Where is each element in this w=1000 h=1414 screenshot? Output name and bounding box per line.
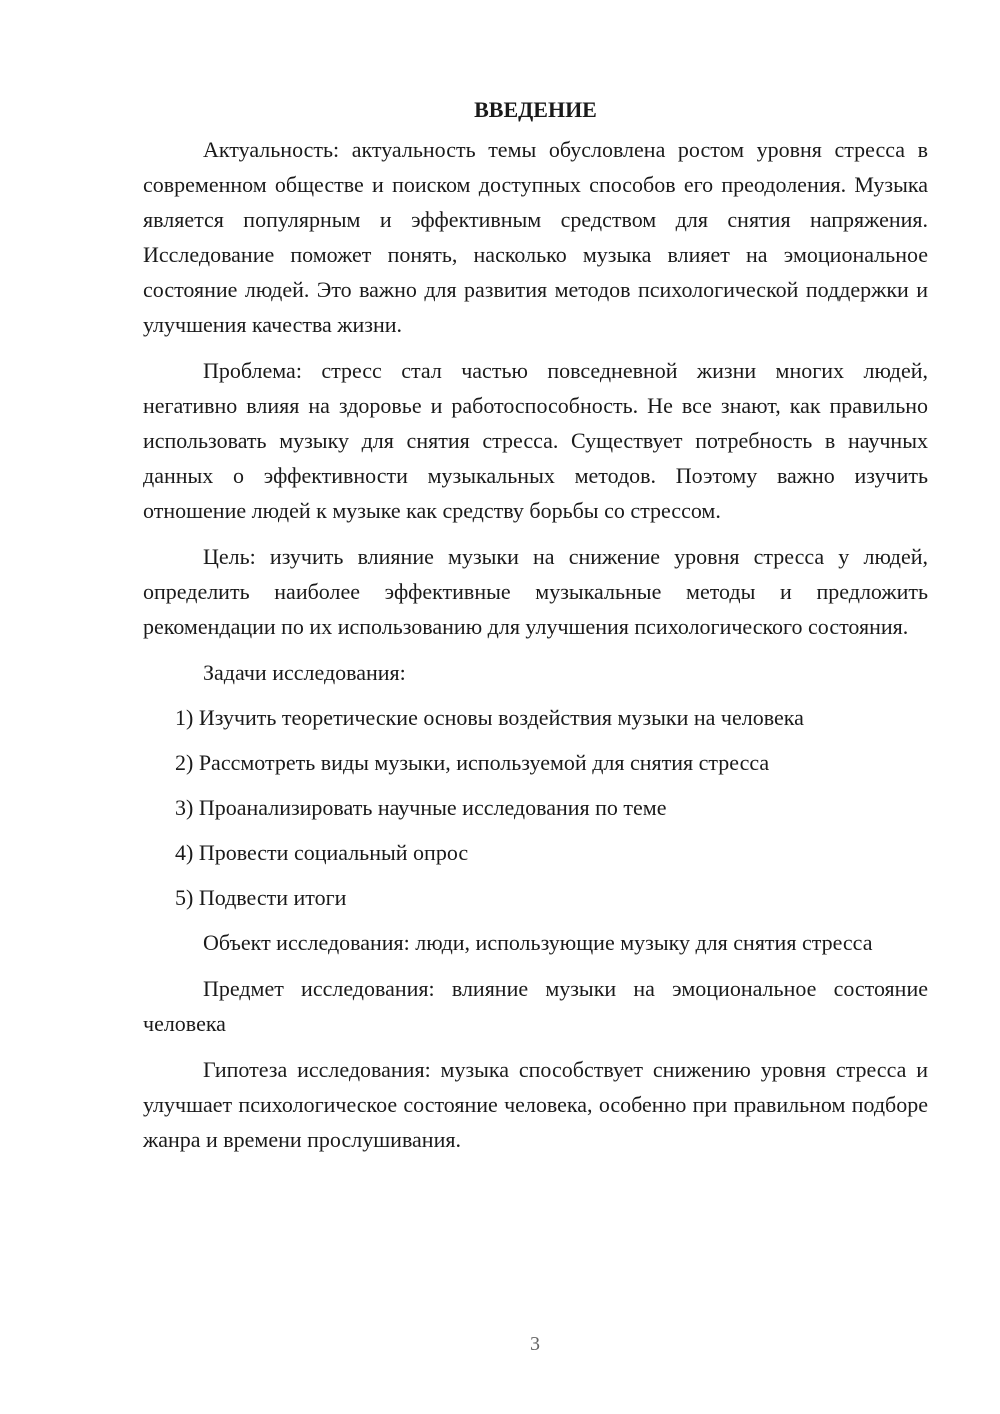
paragraph-goal: Цель: изучить влияние музыки на снижение уровня стресса у людей, определить наиболее эффективные музыкальные методы и предложить рекомендации по их использованию для улучшения психологического состояния. [143, 544, 928, 639]
task-item: 4) Провести социальный опрос [175, 840, 469, 865]
task-item: 1) Изучить теоретические основы воздействия музыки на человека [175, 705, 804, 730]
page-content [143, 92, 928, 1168]
section-title: ВВЕДЕНИЕ [474, 97, 597, 122]
tasks-heading: Задачи исследования: [203, 660, 406, 685]
paragraph-relevance: Актуальность: актуальность темы обусловлена ростом уровня стресса в современном обществе и поиском доступных способов его преодоления. Музыка является популярным и эффективным средством для снятия напряжения. Исследование поможет понять, насколько музыка влияет на эмоциональное состояние людей. Это важно для развития методов психологической поддержки и улучшения качества жизни. [143, 137, 928, 337]
paragraph-problem: Проблема: стресс стал частью повседневной жизни многих людей, негативно влияя на здоровье и работоспособность. Не все знают, как правильно использовать музыку для снятия стресса. Существует потребность в научных данных о эффективности музыкальных методов. Поэтому важно изучить отношение людей к музыке как средству борьбы со стрессом. [143, 358, 928, 523]
paragraph-hypothesis: Гипотеза исследования: музыка способствует снижению уровня стресса и улучшает психологическое состояние человека, особенно при правильном подборе жанра и времени прослушивания. [143, 1057, 928, 1152]
paragraph-subject: Предмет исследования: влияние музыки на эмоциональное состояние человека [143, 976, 928, 1036]
task-item: 3) Проанализировать научные исследования по теме [175, 795, 667, 820]
tasks-list [143, 700, 928, 915]
task-item: 2) Рассмотреть виды музыки, используемой для снятия стресса [175, 750, 770, 775]
task-item: 5) Подвести итоги [175, 885, 347, 910]
page-number: 3 [530, 1333, 540, 1355]
paragraph-object: Объект исследования: люди, использующие музыку для снятия стресса [203, 930, 873, 955]
